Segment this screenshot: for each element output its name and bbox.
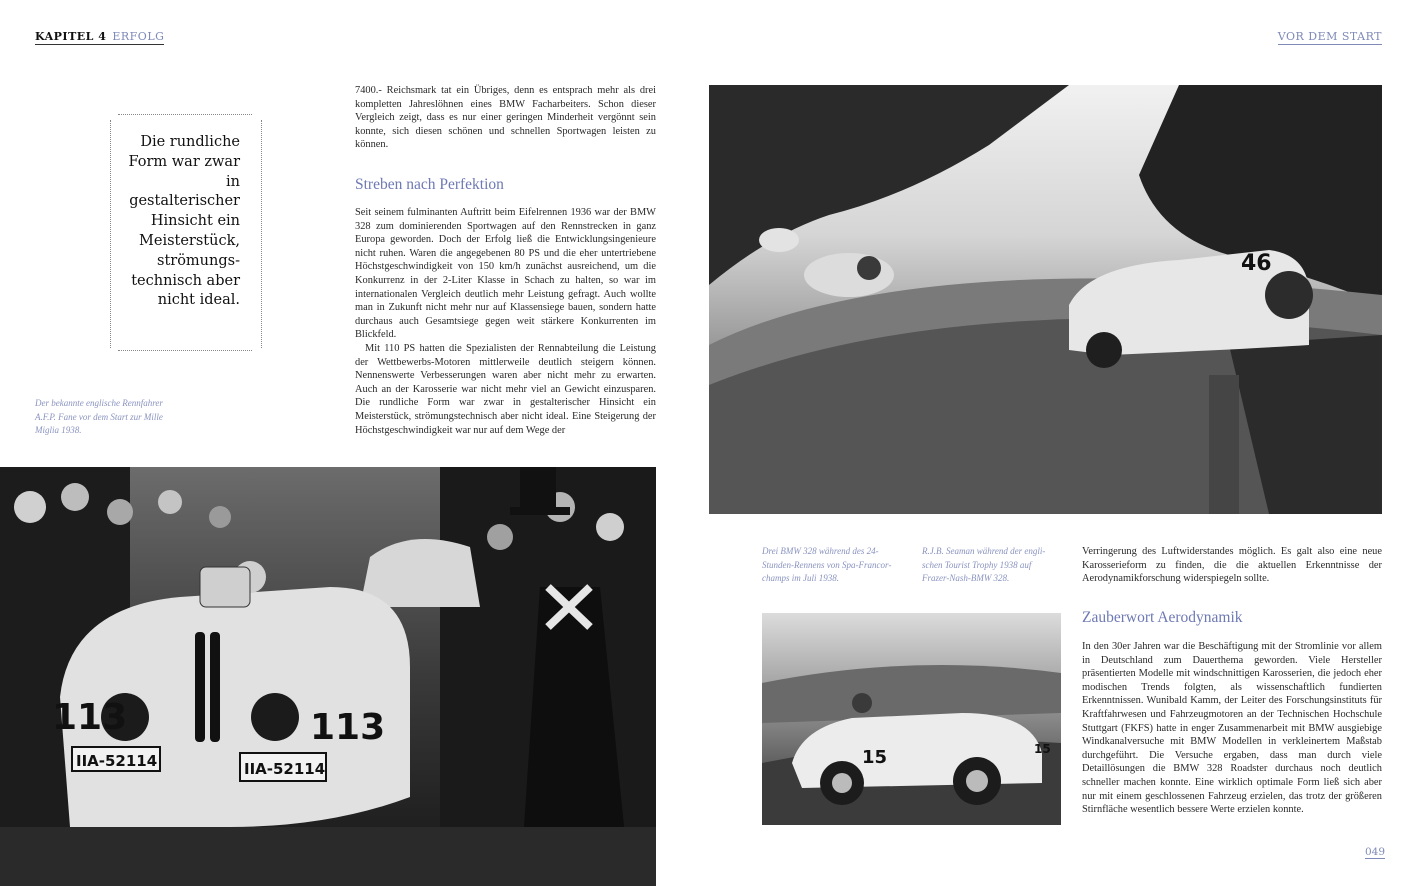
pull-quote-top-rule [118, 114, 252, 115]
text-column-2 [1082, 545, 1382, 586]
photo-spa [709, 85, 1382, 514]
text-column-1-body [355, 206, 656, 437]
running-head-right: VOR DEM START [1277, 30, 1382, 43]
caption-fane: Der bekannte englische Rennfahrer A.F.P. Fane vor dem Start zur Mille Miglia 1938. [35, 398, 163, 435]
plate-right: IIA-52114 [244, 760, 326, 778]
photo-mille-miglia [0, 467, 656, 886]
chapter-label: KAPITEL 4 [35, 30, 107, 43]
running-head-chapter [35, 30, 164, 45]
caption-seaman: R.J.B. Seaman während der englischen Tourist Trophy 1938 auf Frazer-Nash-BMW 328. [922, 546, 1046, 583]
chapter-title: ERFOLG [112, 30, 165, 43]
race-number-left: 113 [52, 697, 128, 738]
heading-aerodynamik: Zauberwort Aerodynamik [1082, 609, 1243, 626]
race-number-spa: 46 [1241, 251, 1272, 276]
heading-streben: Streben nach Perfektion [355, 176, 504, 193]
race-number-seaman-side: 15 [1034, 742, 1051, 756]
race-number-seaman: 15 [862, 747, 888, 768]
photo-seaman [762, 613, 1061, 825]
paragraph: Seit seinem fulminanten Auftritt beim Eifelrennen 1936 war der BMW 328 zum dominierenden Sportwagen auf den Rennstrecken in ganz Europa geworden. Doch der Erfolg ließ die Entwicklungsingenieure nicht ruhen. Waren die angegebenen 80 PS und die eher untertriebene Höchstgeschwindigkeit von 150 km/h zunächst ausreichend, um die Konkurrenz in der 2-Liter Klasse in Schach zu halten, so war im internationalen Vergleich deutlich mehr Leistung gefragt. Auch wollte man in Zukunft nicht mehr nur auf Klassensiege bauen, sondern hatte durchaus auch Gesamtsiege gegen weit stärkere Konkurrenten im Blickfeld. [355, 207, 656, 341]
paragraph: In den 30er Jahren war die Beschäftigung mit der Stromlinie vor allem in Deutschland zum Dauerthema geworden. Viele Hersteller präsentierten Modelle mit windschnittigen Karosserien, die jedoch eher modischen Trends folgten, als wissenschaftlich fundierten Erkenntnissen. Wunibald Kamm, der Leiter des Forschungsinstituts für Kraftfahrwesen und Fahrzeugmotoren an der Technischen Hochschule Stuttgart (FKFS) hatte in enger Zusammenarbeit mit BMW ausgiebige Windkanalversuche mit BMW Modellen in verkleinertem Maßstab durchgeführt. Die Versuche ergaben, dass man durch viele Detaillösungen die BMW 328 Roadster durchaus noch deutlich schneller machen konnte. Eine wirklich optimale Form ließ sich aber nur mit einem geschlossenen Fahrzeug erzielen, das trotz der größeren Stirnfläche wesentlich bessere Werte erzielen konnte. [1082, 641, 1382, 816]
pull-quote-bottom-rule [118, 350, 252, 351]
paragraph-intro: Verringerung des Luftwiderstandes möglich. Es galt also eine neue Karosserieform zu finden, die die aktuellen Erkenntnisse der Aerodynamikforschung widerspiegeln sollte. [1082, 546, 1382, 585]
text-column-1 [355, 84, 656, 152]
page-number: 049 [1364, 846, 1385, 858]
paragraph: Mit 110 PS hatten die Spezialisten der Rennabteilung die Leistung der Wettbewerbs-Motoren mittlerweile deutlich steigern können. Nennenswerte Verbesserungen waren aber nicht mehr zu erwarten. Auch an der Karosserie war nicht mehr viel an Gewicht einzusparen. Die rundliche Form war zwar in gestalterischer Hinsicht ein Meisterstück, strömungstechnisch aber nicht ideal. Eine Steigerung der Höchstgeschwindigkeit war nur auf dem Wege der [355, 342, 656, 436]
caption-spa: Drei BMW 328 während des 24-Stunden-Rennens von Spa-Francorchamps im Juli 1938. [762, 546, 892, 583]
paragraph-intro: 7400.- Reichsmark tat ein Übriges, denn es entsprach mehr als drei kompletten Jahreslöhnen eines BMW Facharbeiters. Schon dieser Vergleich zeigt, dass es nur einer geringen Minderheit vergönnt sein konnte, sich diesen schönen und schnellen Sportwagen leisten zu können. [355, 85, 656, 151]
text-column-2-body [1082, 640, 1382, 817]
pull-quote: Die rundliche Form war zwar in gestalterischer Hinsicht ein Meisterstück, strömungstechnisch aber nicht ideal. [128, 134, 240, 309]
race-number-right: 113 [310, 707, 386, 748]
plate-left: IIA-52114 [76, 752, 158, 770]
